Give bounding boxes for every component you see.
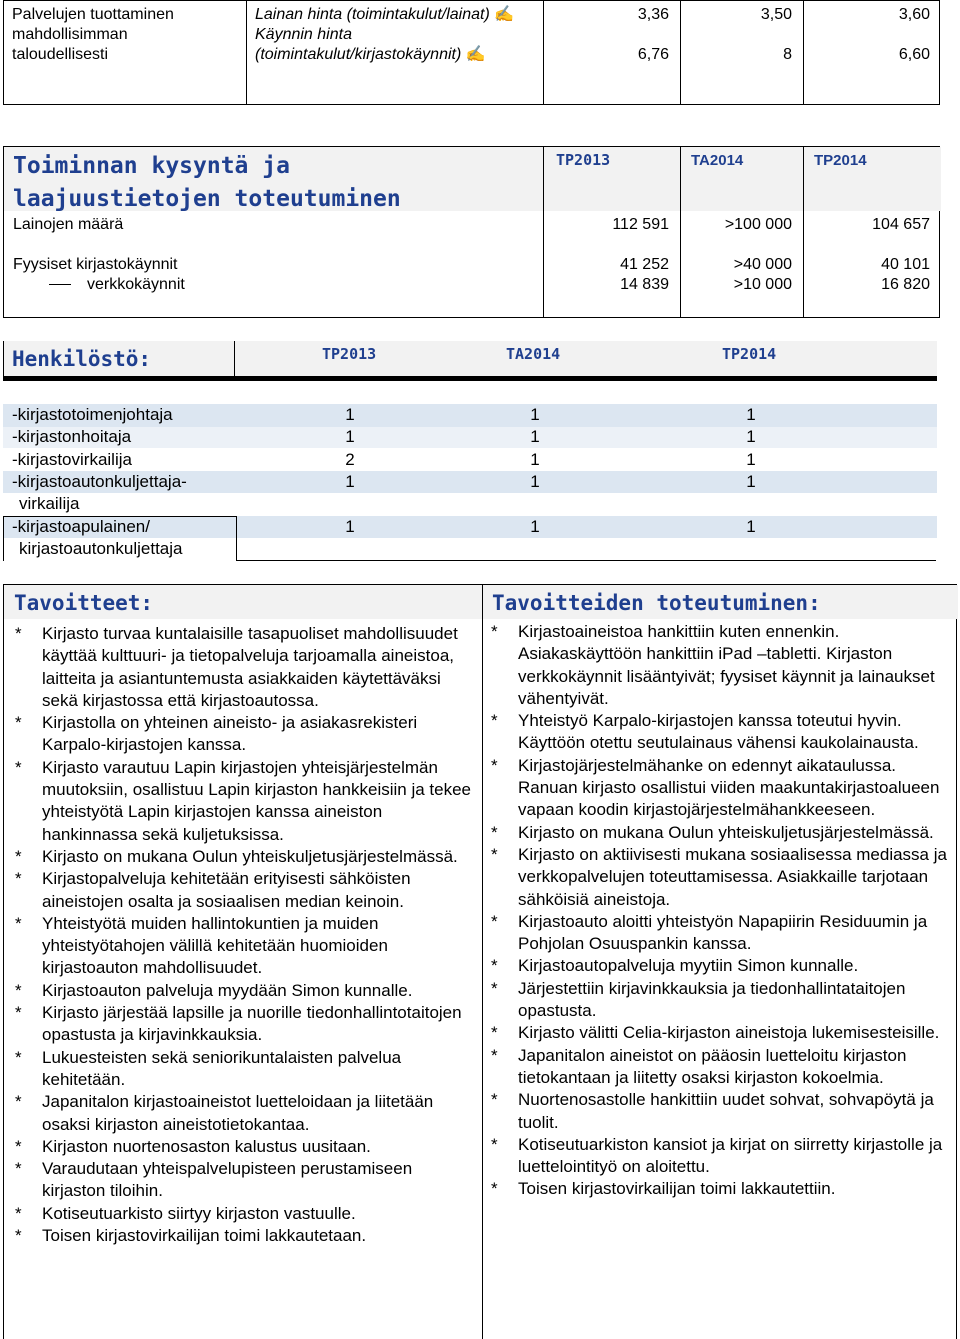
demand-row-label: Fyysiset kirjastokäynnit — [13, 256, 178, 273]
outcome-item: * Kotiseutuarkiston kansiot ja kirjat on siirretty kirjastolle ja luettelointityö on aloitettu. — [491, 1134, 953, 1179]
staff-title: Henkilöstö: — [12, 347, 152, 371]
goals-table — [3, 584, 957, 1339]
dash-bullet — [49, 284, 71, 285]
demand-col-tp2013: 112 591 41 252 14 839 — [544, 147, 681, 317]
cost-col-ta2014: 3,50 8 — [681, 1, 804, 104]
demand-col-tp2014: TP2014 104 657 40 101 16 820 — [804, 147, 941, 317]
goal-item: * Kotiseutuarkisto siirtyy kirjaston vastuulle. — [15, 1203, 475, 1225]
demand-title: Toiminnan kysyntä ja laajuustietojen toteutuminen — [13, 153, 401, 212]
outcome-item: * Kirjasto välitti Celia-kirjaston aineistoja lukemisesteisille. — [491, 1022, 953, 1044]
goal-item: * Lukuesteisten sekä seniorikuntalaisten palvelua kehitetään. — [15, 1047, 475, 1092]
outcome-item: * Toisen kirjastovirkailijan toimi lakkautettiin. — [491, 1178, 953, 1200]
staff-row-label-2: virkailija — [19, 494, 80, 513]
staff-row-label: -kirjastoautonkuljettaja- — [12, 472, 187, 491]
outcome-item: * Kirjastoauto aloitti yhteistyön Napapiirin Residuumin ja Pohjolan Osuuspankin kanssa. — [491, 911, 953, 956]
demand-header: TP2014 — [814, 152, 867, 169]
outcome-item: * Kirjasto on mukana Oulun yhteiskuljetusjärjestelmässä. — [491, 822, 953, 844]
goal-item: * Toisen kirjastovirkailijan toimi lakkautetaan. — [15, 1225, 475, 1247]
outcome-item: * Kirjasto on aktiivisesti mukana sosiaalisessa mediassa ja verkkopalvelujen toteuttamisessa. Asiakkaille tarjotaan sähköisiä aineistoja. — [491, 844, 953, 911]
cost-col-tp2013: 3,36 6,76 — [544, 1, 681, 104]
staff-header: TP2014 — [722, 345, 777, 363]
demand-table — [3, 146, 940, 318]
outcome-item: * Yhteistyö Karpalo-kirjastojen kanssa toteutui hyvin. Käyttöön otettu seutulainaus vähensi kaukolainausta. — [491, 710, 953, 755]
pencil-icon: ✍ — [494, 6, 515, 23]
cost-table — [3, 0, 940, 105]
visit-price-metric: Käynnin hinta (toimintakulut/kirjastokäynnit) ✍ — [255, 26, 486, 63]
staff-row-label: -kirjastotoimenjohtaja — [12, 405, 173, 424]
demand-header: TA2014 — [691, 152, 744, 169]
cost-metric-cell — [247, 1, 544, 104]
goal-item: * Kirjasto järjestää lapsille ja nuorille tiedonhallintotaitojen opastusta ja kirjavinkkauksia. — [15, 1002, 475, 1047]
outcomes-list — [491, 621, 953, 1201]
goal-item: * Japanitalon kirjastoaineistot luetteloidaan ja liitetään osaksi kirjaston aineistotietokantaa. — [15, 1091, 475, 1136]
outcome-item: * Kirjastoautopalveluja myytiin Simon kunnalle. — [491, 955, 953, 977]
goal-item: * Yhteistyötä muiden hallintokuntien ja muiden yhteistyötahojen välillä kehitetään huomioiden kirjastoauton mahdollisuudet. — [15, 913, 475, 980]
staff-row-label-2: kirjastoautonkuljettaja — [19, 539, 183, 558]
outcome-item: * Nuortenosastolle hankittiin uudet sohvat, sohvapöytä ja tuolit. — [491, 1089, 953, 1134]
staff-header: TA2014 — [506, 345, 561, 363]
goal-item: * Kirjasto on mukana Oulun yhteiskuljetusjärjestelmässä. — [15, 846, 475, 868]
goal-item: * Kirjaston nuortenosaston kalustus uusitaan. — [15, 1136, 475, 1158]
goal-item: * Kirjasto turvaa kuntalaisille tasapuoliset mahdollisuudet käyttää kulttuuri- ja tietopalveluja tarjoamalla aineistoa, laitteita ja asiantuntemusta asiakkaiden käytettäväksi sekä kirjastossa että kirjastoautossa. — [15, 623, 475, 712]
outcome-item: * Järjestettiin kirjavinkkauksia ja tiedonhallintataitojen opastusta. — [491, 978, 953, 1023]
goal-item: * Varaudutaan yhteispalvelupisteen perustamiseen kirjaston tiloihin. — [15, 1158, 475, 1203]
goals-list — [15, 623, 475, 1247]
staff-row-label: -kirjastonhoitaja — [12, 427, 132, 446]
outcome-item: * Kirjastoaineistoa hankittiin kuten ennenkin. Asiakaskäyttöön hankittiin iPad –tabletti. Kirjaston verkkokäynnit lisääntyivät; fyysiset käynnit ja lainaukset vähentyivät. — [491, 621, 953, 710]
demand-header-tp2013: TP2013 — [556, 151, 611, 169]
demand-label-col — [4, 147, 544, 317]
cost-col-tp2014: 3,60 6,60 — [898, 6, 930, 63]
staff-row-label: -kirjastoapulainen/ — [12, 517, 150, 536]
goal-item: * Kirjastoauton palveluja myydään Simon kunnalle. — [15, 980, 475, 1002]
goal-item: * Kirjastopalveluja kehitetään erityisesti sähköisten aineistojen osalta ja sosiaalisen median keinoin. — [15, 868, 475, 913]
staff-header: TP2013 — [322, 345, 377, 363]
staff-row-label: -kirjastovirkailija — [12, 450, 132, 469]
goal-item: * Kirjasto varautuu Lapin kirjastojen yhteisjärjestelmän muutoksiin, osallistuu Lapin kirjaston hankkeisiin ja tekee yhteistyötä Lapin kirjastojen kanssa aineiston hankinnassa sekä kuljetuksissa. — [15, 757, 475, 846]
loan-price-metric: Lainan hinta (toimintakulut/lainat) ✍ — [255, 6, 515, 23]
demand-row-label: Lainojen määrä — [13, 216, 124, 233]
goals-title: Tavoitteet: — [14, 591, 154, 615]
outcome-item: * Kirjastojärjestelmähanke on edennyt aikataulussa. Ranuan kirjasto osallistui viiden maakuntakirjastoalueen vapaan koodin kirjastojärjestelmähankkeeseen. — [491, 755, 953, 822]
pencil-icon: ✍ — [465, 46, 486, 63]
outcome-item: * Japanitalon aineistot on pääosin luetteloitu kirjaston tietokantaan ja liitetty osaksi kirjaston kokoelmia. — [491, 1045, 953, 1090]
outcomes-title: Tavoitteiden toteutuminen: — [492, 591, 821, 615]
goal-item: * Kirjastolla on yhteinen aineisto- ja asiakasrekisteri Karpalo-kirjastojen kanssa. — [15, 712, 475, 757]
cost-label: Palvelujen tuottaminen mahdollisimman taloudellisesti — [12, 6, 174, 63]
demand-col-ta2014: TA2014 >100 000 >40 000 >10 000 — [681, 147, 804, 317]
demand-row-label: verkkokäynnit — [13, 275, 185, 295]
cost-label-cell — [4, 1, 247, 104]
